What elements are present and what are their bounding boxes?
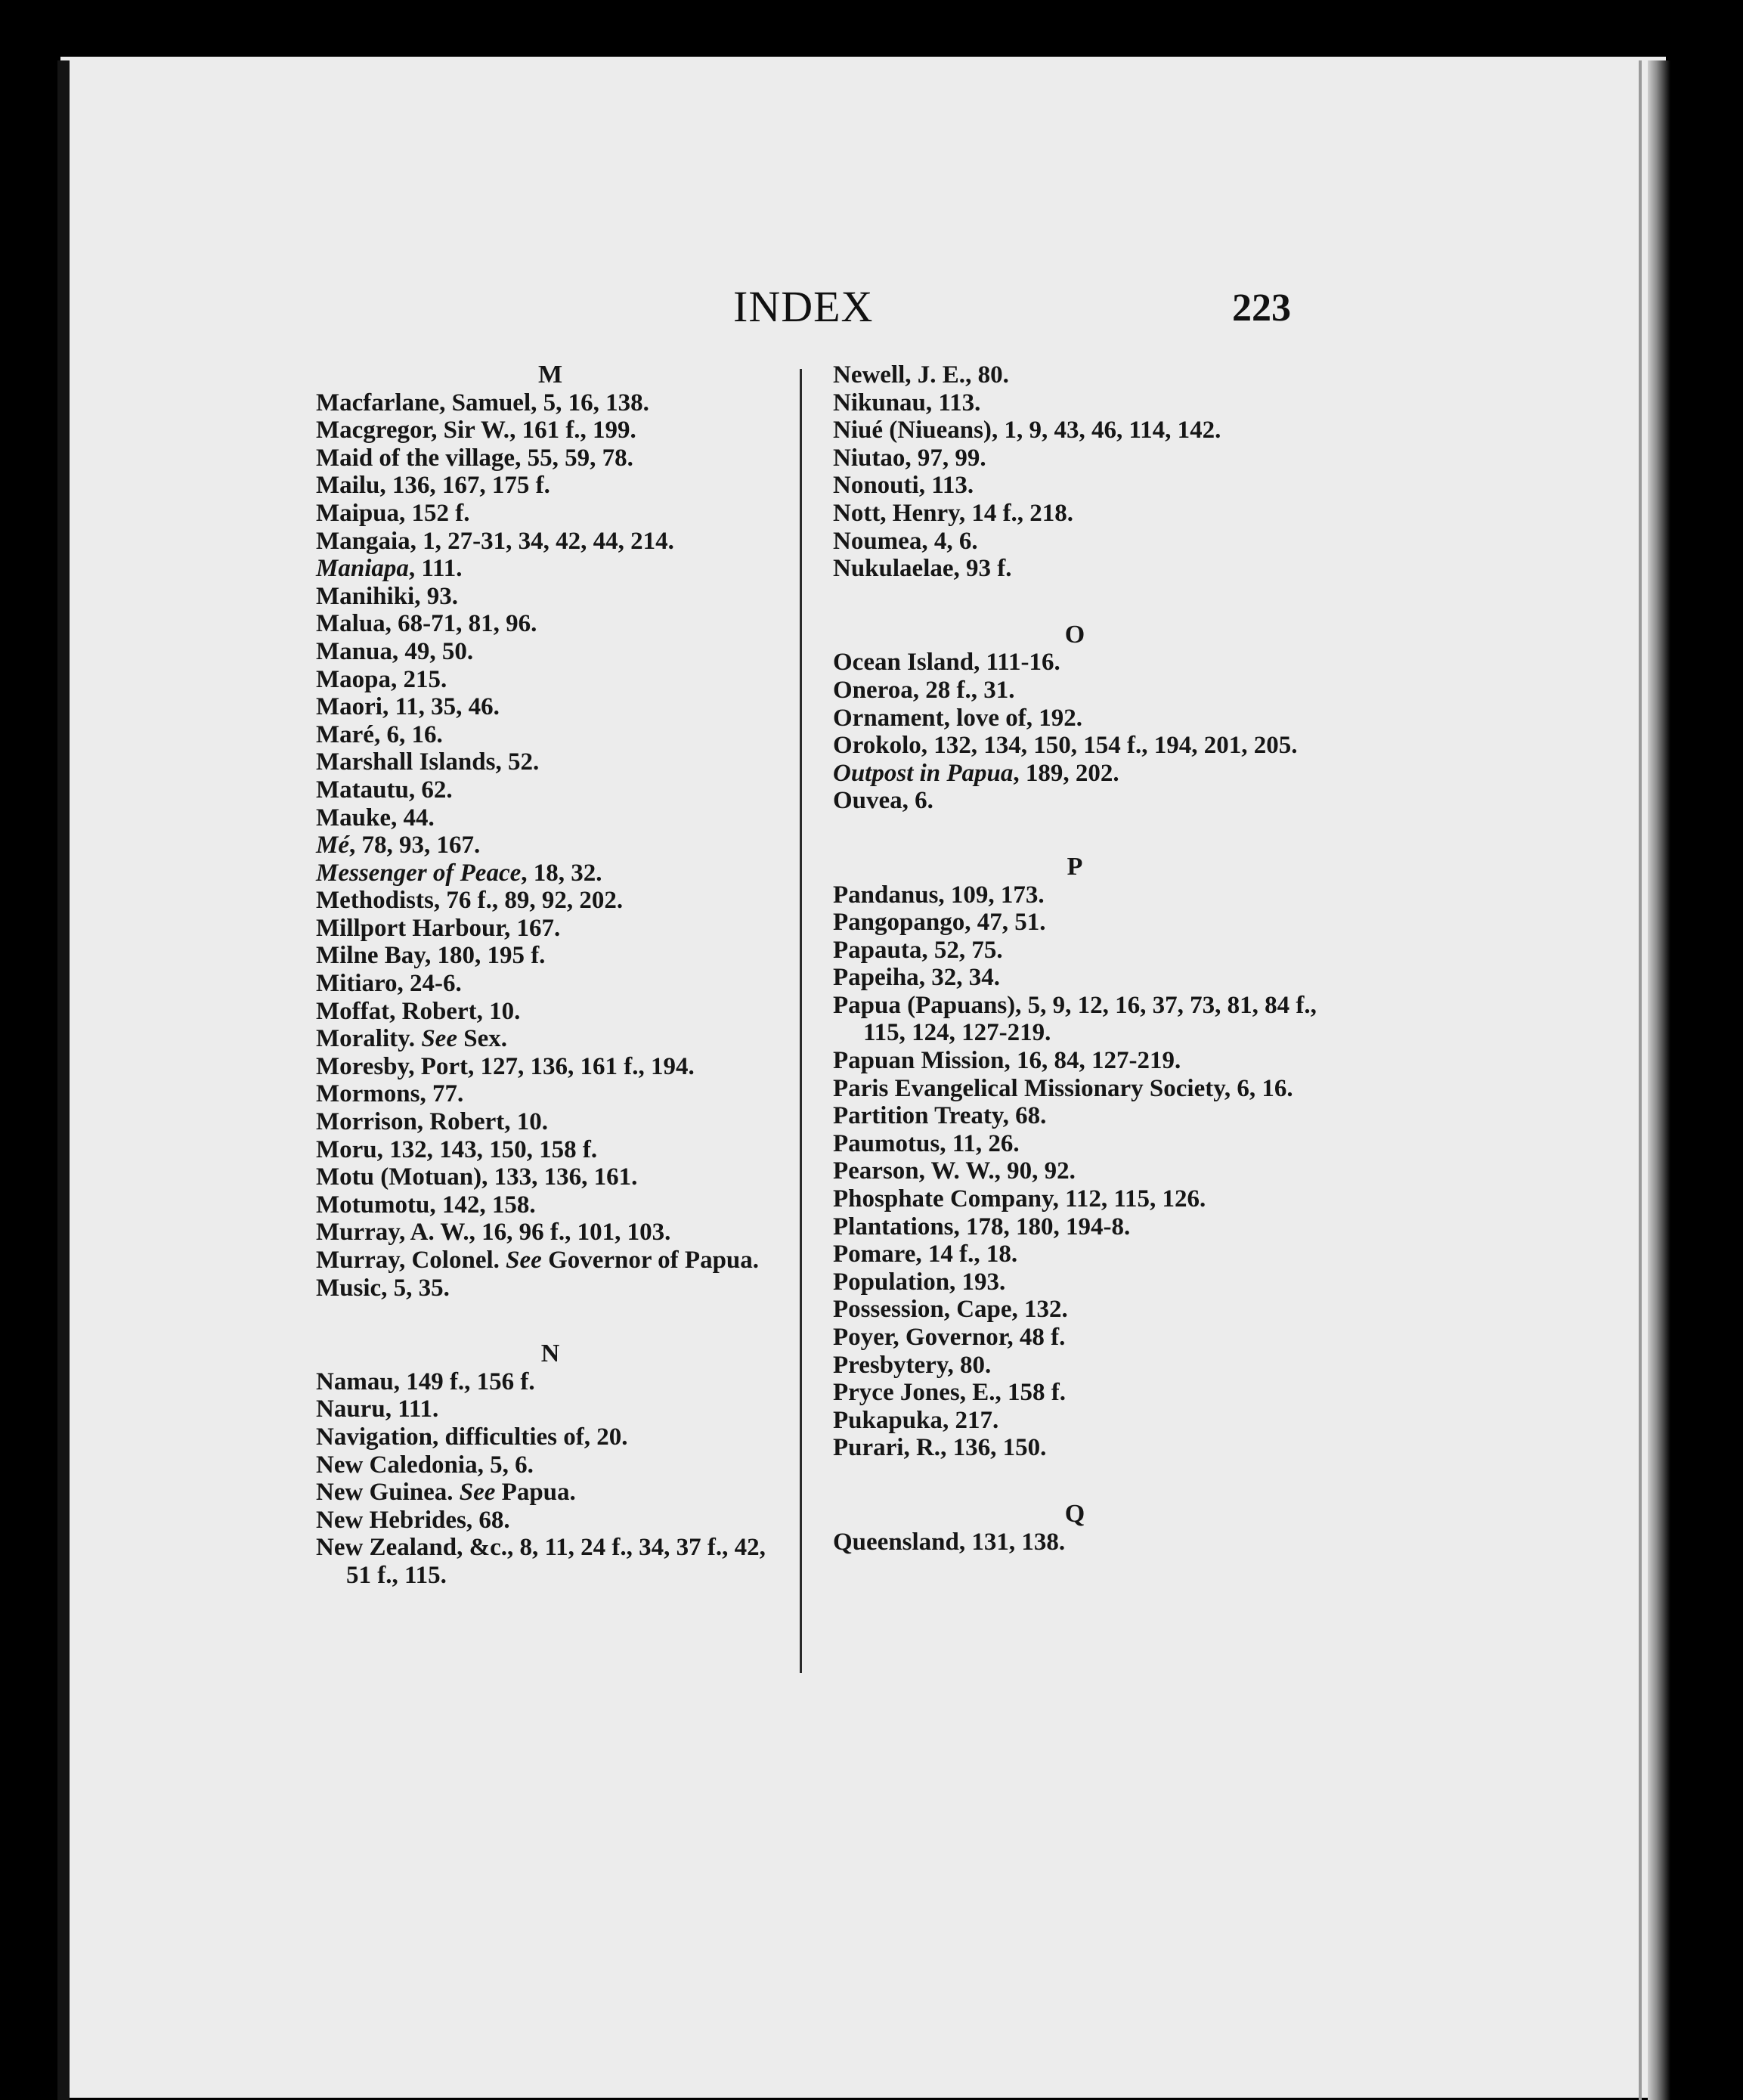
index-entry: Mangaia, 1, 27-31, 34, 42, 44, 214. <box>316 527 674 555</box>
entry-name: Papeiha <box>833 964 919 992</box>
section-letter: O <box>1064 620 1085 649</box>
entry-name: Presbytery <box>833 1351 948 1379</box>
see-target: Governor of Papua. <box>548 1247 760 1274</box>
entry-name: Orokolo <box>833 732 921 760</box>
see-target: Papua. <box>501 1479 576 1507</box>
entry-page-refs: 80. <box>960 1351 992 1379</box>
entry-name: Pangopango <box>833 909 965 937</box>
entry-name: Maniapa <box>316 555 409 583</box>
entry-name: Pukapuka <box>833 1406 943 1434</box>
entry-page-refs: 77. <box>432 1080 464 1108</box>
index-entry: Murray, A. W., 16, 96 f., 101, 103. <box>316 1219 671 1247</box>
entry-name: Mailu <box>316 472 380 500</box>
index-entry: Ocean Island, 111-16. <box>833 649 1060 677</box>
entry-page-refs: 76 f., 89, 92, 202. <box>446 887 624 915</box>
section-letter: N <box>540 1340 560 1368</box>
index-entry: Population, 193. <box>833 1268 1006 1296</box>
index-entry: Nott, Henry, 14 f., 218. <box>833 499 1074 527</box>
entry-name: Messenger of Peace <box>316 859 522 887</box>
column-divider <box>800 369 802 1673</box>
page-number: 223 <box>1232 287 1291 330</box>
index-entry: Pearson, W. W., 90, 92. <box>833 1157 1076 1185</box>
index-entry: Pomare, 14 f., 18. <box>833 1240 1018 1268</box>
entry-page-refs: 55, 59, 78. <box>527 444 633 472</box>
index-entry: Manua, 49, 50. <box>316 637 474 665</box>
entry-name: Queensland <box>833 1528 959 1556</box>
entry-name: Matautu <box>316 776 409 804</box>
entry-page-refs: 14 f., 218. <box>971 499 1074 527</box>
index-entry: Nikunau, 113. <box>833 389 981 417</box>
index-entry: Mitiaro, 24-6. <box>316 970 462 998</box>
entry-name: Millport Harbour <box>316 914 505 942</box>
entry-name: Nauru <box>316 1395 385 1423</box>
entry-page-refs: 180, 195 f. <box>437 942 546 970</box>
index-entry: Ornament, love of, 192. <box>833 704 1082 732</box>
entry-name: Milne Bay <box>316 942 425 970</box>
entry-name: Papuan Mission <box>833 1047 1005 1075</box>
entry-name: Mangaia <box>316 527 410 555</box>
entry-page-refs: 1, 9, 43, 46, 114, 142. <box>1004 417 1221 444</box>
entry-page-refs: 133, 136, 161. <box>494 1163 638 1191</box>
entry-name: Pomare <box>833 1240 916 1268</box>
entry-name: Motu (Motuan) <box>316 1163 482 1191</box>
index-entry: Papeiha, 32, 34. <box>833 964 1000 992</box>
index-entry: Maré, 6, 16. <box>316 720 443 748</box>
entry-page-refs: 49, 50. <box>404 637 474 665</box>
index-entry: Plantations, 178, 180, 194-8. <box>833 1213 1131 1240</box>
index-entry: Moru, 132, 143, 150, 158 f. <box>316 1135 598 1163</box>
index-entry: Methodists, 76 f., 89, 92, 202. <box>316 887 624 915</box>
book-binding-edge <box>57 60 70 2100</box>
entry-page-refs: 132, 143, 150, 158 f. <box>389 1135 598 1163</box>
entry-page-refs: 14 f., 18. <box>927 1240 1018 1268</box>
entry-name: Pearson, W. W. <box>833 1157 995 1185</box>
entry-page-refs: 20. <box>596 1423 628 1451</box>
index-entry: Ouvea, 6. <box>833 787 933 815</box>
entry-page-refs: 10. <box>489 997 521 1025</box>
entry-page-refs: 32, 34. <box>931 964 1000 992</box>
index-entry: Moresby, Port, 127, 136, 161 f., 194. <box>316 1052 695 1080</box>
index-entry: Paumotus, 11, 26. <box>833 1129 1020 1157</box>
section-letter: Q <box>1064 1499 1085 1528</box>
entry-page-refs: 11, 35, 46. <box>395 693 500 721</box>
index-entry: Pangopango, 47, 51. <box>833 909 1046 937</box>
entry-name: Maré <box>316 720 374 748</box>
index-entry: Queensland, 131, 138. <box>833 1528 1066 1556</box>
entry-name: Possession, Cape <box>833 1296 1012 1324</box>
entry-page-refs: 192. <box>1039 704 1082 732</box>
index-entry: Nukulaelae, 93 f. <box>833 555 1012 583</box>
see-target: Sex. <box>463 1025 507 1053</box>
entry-name: Namau <box>316 1367 394 1395</box>
entry-page-refs: 1, 27-31, 34, 42, 44, 214. <box>423 527 674 555</box>
index-entry <box>316 1025 785 1053</box>
entry-name: Morrison, Robert <box>316 1108 505 1136</box>
entry-name: New Zealand, &c. <box>316 1534 507 1562</box>
entry-name: Morality. <box>316 1025 416 1053</box>
entry-page-refs: 68. <box>1015 1102 1047 1130</box>
index-entry: Marshall Islands, 52. <box>316 748 540 776</box>
entry-page-refs: 112, 115, 126. <box>1065 1185 1206 1213</box>
entry-name: Murray, Colonel. <box>316 1247 500 1274</box>
entry-name: Ornament, love of <box>833 704 1026 732</box>
index-entry: Nauru, 111. <box>316 1395 439 1423</box>
entry-page-refs: 111. <box>421 555 463 583</box>
entry-name: Plantations <box>833 1213 954 1240</box>
entry-page-refs: 18, 32. <box>533 859 602 887</box>
entry-name: Maipua <box>316 499 400 527</box>
index-entry: Malua, 68-71, 81, 96. <box>316 610 537 638</box>
index-entry: New Hebrides, 68. <box>316 1506 510 1534</box>
entry-page-refs: 90, 92. <box>1007 1157 1076 1185</box>
entry-page-refs: 80. <box>977 361 1009 389</box>
entry-name: New Caledonia <box>316 1451 478 1479</box>
entry-page-refs: 136, 150. <box>952 1434 1047 1462</box>
entry-page-refs: 215. <box>403 665 447 693</box>
entry-page-refs: 4, 6. <box>933 527 978 555</box>
index-entry: Papua (Papuans), 5, 9, 12, 16, 37, 73, 81, 84 f., 115, 124, 127-219. <box>833 991 1317 1047</box>
index-entry: Moffat, Robert, 10. <box>316 997 521 1025</box>
entry-page-refs: 62. <box>421 776 453 804</box>
index-entry: Mormons, 77. <box>316 1080 464 1108</box>
page-edge-line <box>1639 60 1642 2100</box>
entry-name: Nukulaelae <box>833 555 954 583</box>
section-gap <box>316 1302 785 1340</box>
index-entry: Partition Treaty, 68. <box>833 1102 1047 1130</box>
entry-name: Poyer, Governor <box>833 1324 1008 1351</box>
entry-page-refs: 93. <box>426 582 458 610</box>
index-entry: Namau, 149 f., 156 f. <box>316 1367 535 1395</box>
entry-name: Music <box>316 1274 382 1302</box>
entry-name: Motumotu <box>316 1191 430 1219</box>
index-entry: Newell, J. E., 80. <box>833 361 1009 389</box>
entry-name: Nott, Henry <box>833 499 959 527</box>
index-entry: Poyer, Governor, 48 f. <box>833 1324 1066 1351</box>
entry-page-refs: 189, 202. <box>1025 759 1119 787</box>
entry-name: Newell, J. E. <box>833 361 966 389</box>
entry-page-refs: 68. <box>478 1506 510 1534</box>
index-entry: Possession, Cape, 132. <box>833 1296 1068 1324</box>
index-entry: Purari, R., 136, 150. <box>833 1434 1047 1462</box>
see-reference: See <box>421 1025 457 1053</box>
index-entry: Pryce Jones, E., 158 f. <box>833 1379 1066 1407</box>
entry-name: Nikunau <box>833 389 926 417</box>
entry-page-refs: 97, 99. <box>917 444 986 472</box>
index-entry <box>316 1247 785 1275</box>
entry-name: Manihiki <box>316 582 415 610</box>
index-column-left <box>316 361 785 1590</box>
entry-name: Nonouti <box>833 472 919 500</box>
entry-page-refs: 93 f. <box>966 555 1012 583</box>
entry-page-refs: 48 f. <box>1019 1324 1066 1351</box>
entry-name: Pryce Jones, E. <box>833 1379 995 1407</box>
entry-name: Papua (Papuans) <box>833 991 1016 1019</box>
entry-page-refs: 113. <box>938 389 981 417</box>
index-entry: Maipua, 152 f. <box>316 499 470 527</box>
index-entry <box>316 1479 785 1507</box>
entry-name: Manua <box>316 637 392 665</box>
entry-page-refs: 44. <box>403 804 435 832</box>
entry-page-refs: 28 f., 31. <box>925 676 1015 704</box>
entry-page-refs: 217. <box>955 1406 999 1434</box>
index-entry: Mé, 78, 93, 167. <box>316 832 481 860</box>
entry-page-refs: 132. <box>1024 1296 1068 1324</box>
entry-page-refs: 5, 16, 138. <box>543 389 649 417</box>
entry-page-refs: 149 f., 156 f. <box>406 1367 535 1395</box>
entry-page-refs: 111. <box>398 1395 439 1423</box>
index-entry: Noumea, 4, 6. <box>833 527 978 555</box>
index-entry: Navigation, difficulties of, 20. <box>316 1423 628 1451</box>
entry-name: Mauke <box>316 804 391 832</box>
entry-page-refs: 5, 35. <box>393 1274 450 1302</box>
entry-page-refs: 68-71, 81, 96. <box>398 610 537 638</box>
entry-name: Mitiaro <box>316 970 398 998</box>
entry-name: Purari, R. <box>833 1434 941 1462</box>
index-entry: Papuan Mission, 16, 84, 127-219. <box>833 1047 1181 1075</box>
entry-page-refs: 193. <box>961 1268 1006 1296</box>
index-entry: Mailu, 136, 167, 175 f. <box>316 472 550 500</box>
page-title: INDEX <box>733 282 874 331</box>
entry-name: Niué (Niueans) <box>833 417 992 444</box>
entry-page-refs: 111-16. <box>986 649 1060 677</box>
entry-name: Navigation, difficulties of <box>316 1423 584 1451</box>
entry-name: Papauta <box>833 936 922 964</box>
entry-name: Ocean Island <box>833 649 974 677</box>
entry-name: Marshall Islands <box>316 748 496 776</box>
entry-page-refs: 24-6. <box>410 970 462 998</box>
entry-page-refs: 113. <box>931 472 974 500</box>
index-entry: Niué (Niueans), 1, 9, 43, 46, 114, 142. <box>833 417 1221 444</box>
entry-name: New Guinea. <box>316 1479 454 1507</box>
entry-page-refs: 6. <box>915 787 933 815</box>
index-entry: Outpost in Papua, 189, 202. <box>833 759 1119 787</box>
entry-page-refs: 16, 84, 127-219. <box>1017 1047 1181 1075</box>
entry-page-refs: 52, 75. <box>933 936 1003 964</box>
entry-page-refs: 152 f. <box>411 499 470 527</box>
entry-name: Mormons <box>316 1080 420 1108</box>
entry-page-refs: 5, 9, 12, 16, 37, 73, 81, 84 f., 115, 124, 127-219. <box>863 991 1317 1047</box>
index-entry: Maori, 11, 35, 46. <box>316 693 500 721</box>
index-entry: Macfarlane, Samuel, 5, 16, 138. <box>316 389 649 417</box>
entry-page-refs: 6, 16. <box>1237 1074 1293 1102</box>
entry-name: Paumotus <box>833 1129 940 1157</box>
entry-page-refs: 8, 11, 24 f., 34, 37 f., 42, 51 f., 115. <box>346 1534 766 1589</box>
entry-page-refs: 161 f., 199. <box>522 417 636 444</box>
entry-page-refs: 158 f. <box>1007 1379 1066 1407</box>
entry-page-refs: 52. <box>507 748 540 776</box>
entry-name: Macfarlane, Samuel <box>316 389 531 417</box>
entry-name: Maori <box>316 693 382 721</box>
see-reference: See <box>506 1247 542 1274</box>
section-gap <box>833 815 1317 853</box>
entry-name: Pandanus <box>833 881 939 909</box>
index-entry: Maopa, 215. <box>316 665 447 693</box>
index-entry: Pukapuka, 217. <box>833 1406 999 1434</box>
entry-page-refs: 167. <box>516 914 561 942</box>
index-entry: Nonouti, 113. <box>833 472 974 500</box>
index-entry: New Caledonia, 5, 6. <box>316 1451 534 1479</box>
entry-page-refs: 178, 180, 194-8. <box>966 1213 1131 1240</box>
index-entry: Presbytery, 80. <box>833 1351 992 1379</box>
index-entry: Orokolo, 132, 134, 150, 154 f., 194, 201, 205. <box>833 732 1298 760</box>
entry-name: Maid of the village <box>316 444 515 472</box>
index-entry: Maniapa, 111. <box>316 555 463 583</box>
entry-name: Partition Treaty <box>833 1102 1003 1130</box>
index-entry: Manihiki, 93. <box>316 582 458 610</box>
index-entry: Messenger of Peace, 18, 32. <box>316 859 602 887</box>
index-entry: Maid of the village, 55, 59, 78. <box>316 444 633 472</box>
index-entry: Papauta, 52, 75. <box>833 936 1003 964</box>
entry-page-refs: 127, 136, 161 f., 194. <box>480 1052 695 1080</box>
entry-name: Mé <box>316 832 349 860</box>
entry-name: Macgregor, Sir W. <box>316 417 510 444</box>
index-entry: Milne Bay, 180, 195 f. <box>316 942 546 970</box>
entry-page-refs: 109, 173. <box>950 881 1045 909</box>
index-entry: Millport Harbour, 167. <box>316 914 561 942</box>
index-entry: Morrison, Robert, 10. <box>316 1108 549 1136</box>
section-letter: M <box>537 361 563 389</box>
index-entry: Matautu, 62. <box>316 776 453 804</box>
index-entry: Paris Evangelical Missionary Society, 6, 16. <box>833 1074 1293 1102</box>
entry-page-refs: 6, 16. <box>386 720 443 748</box>
section-gap <box>833 1462 1317 1501</box>
section-gap <box>833 583 1317 621</box>
entry-page-refs: 78, 93, 167. <box>361 832 481 860</box>
index-entry: Macgregor, Sir W., 161 f., 199. <box>316 417 636 444</box>
entry-name: Maopa <box>316 665 391 693</box>
entry-name: Paris Evangelical Missionary Society <box>833 1074 1224 1102</box>
entry-name: Malua <box>316 610 385 638</box>
entry-name: Methodists <box>316 887 434 915</box>
entry-page-refs: 132, 134, 150, 154 f., 194, 201, 205. <box>933 732 1298 760</box>
index-entry: Oneroa, 28 f., 31. <box>833 676 1015 704</box>
index-entry: Phosphate Company, 112, 115, 126. <box>833 1185 1206 1213</box>
page-right-shadow <box>1648 60 1670 2100</box>
entry-page-refs: 16, 96 f., 101, 103. <box>481 1219 671 1247</box>
section-letter: P <box>1067 852 1083 881</box>
entry-page-refs: 136, 167, 175 f. <box>392 472 550 500</box>
entry-name: Moru <box>316 1135 377 1163</box>
see-reference: See <box>459 1479 496 1507</box>
entry-name: New Hebrides <box>316 1506 466 1534</box>
entry-name: Oneroa <box>833 676 913 704</box>
index-entry: Music, 5, 35. <box>316 1274 450 1302</box>
entry-name: Outpost in Papua <box>833 759 1014 787</box>
index-entry: Pandanus, 109, 173. <box>833 881 1045 909</box>
entry-name: Population <box>833 1268 950 1296</box>
entry-name: Niutao <box>833 444 906 472</box>
entry-page-refs: 131, 138. <box>971 1528 1066 1556</box>
index-entry: Niutao, 97, 99. <box>833 444 986 472</box>
index-entry: Motumotu, 142, 158. <box>316 1191 536 1219</box>
entry-name: Moresby, Port <box>316 1052 469 1080</box>
entry-page-refs: 142, 158. <box>441 1191 536 1219</box>
entry-name: Ouvea <box>833 787 902 815</box>
entry-name: Moffat, Robert <box>316 997 477 1025</box>
index-entry: New Zealand, &c., 8, 11, 24 f., 34, 37 f., 42, 51 f., 115. <box>316 1534 766 1589</box>
entry-page-refs: 10. <box>516 1108 549 1136</box>
entry-name: Murray, A. W. <box>316 1219 469 1247</box>
index-entry: Mauke, 44. <box>316 804 435 832</box>
index-column-right <box>833 361 1317 1556</box>
entry-page-refs: 11, 26. <box>952 1129 1020 1157</box>
entry-name: Noumea <box>833 527 922 555</box>
index-entry: Motu (Motuan), 133, 136, 161. <box>316 1163 638 1191</box>
entry-name: Phosphate Company <box>833 1185 1053 1213</box>
entry-page-refs: 5, 6. <box>490 1451 534 1479</box>
entry-page-refs: 47, 51. <box>977 909 1046 937</box>
